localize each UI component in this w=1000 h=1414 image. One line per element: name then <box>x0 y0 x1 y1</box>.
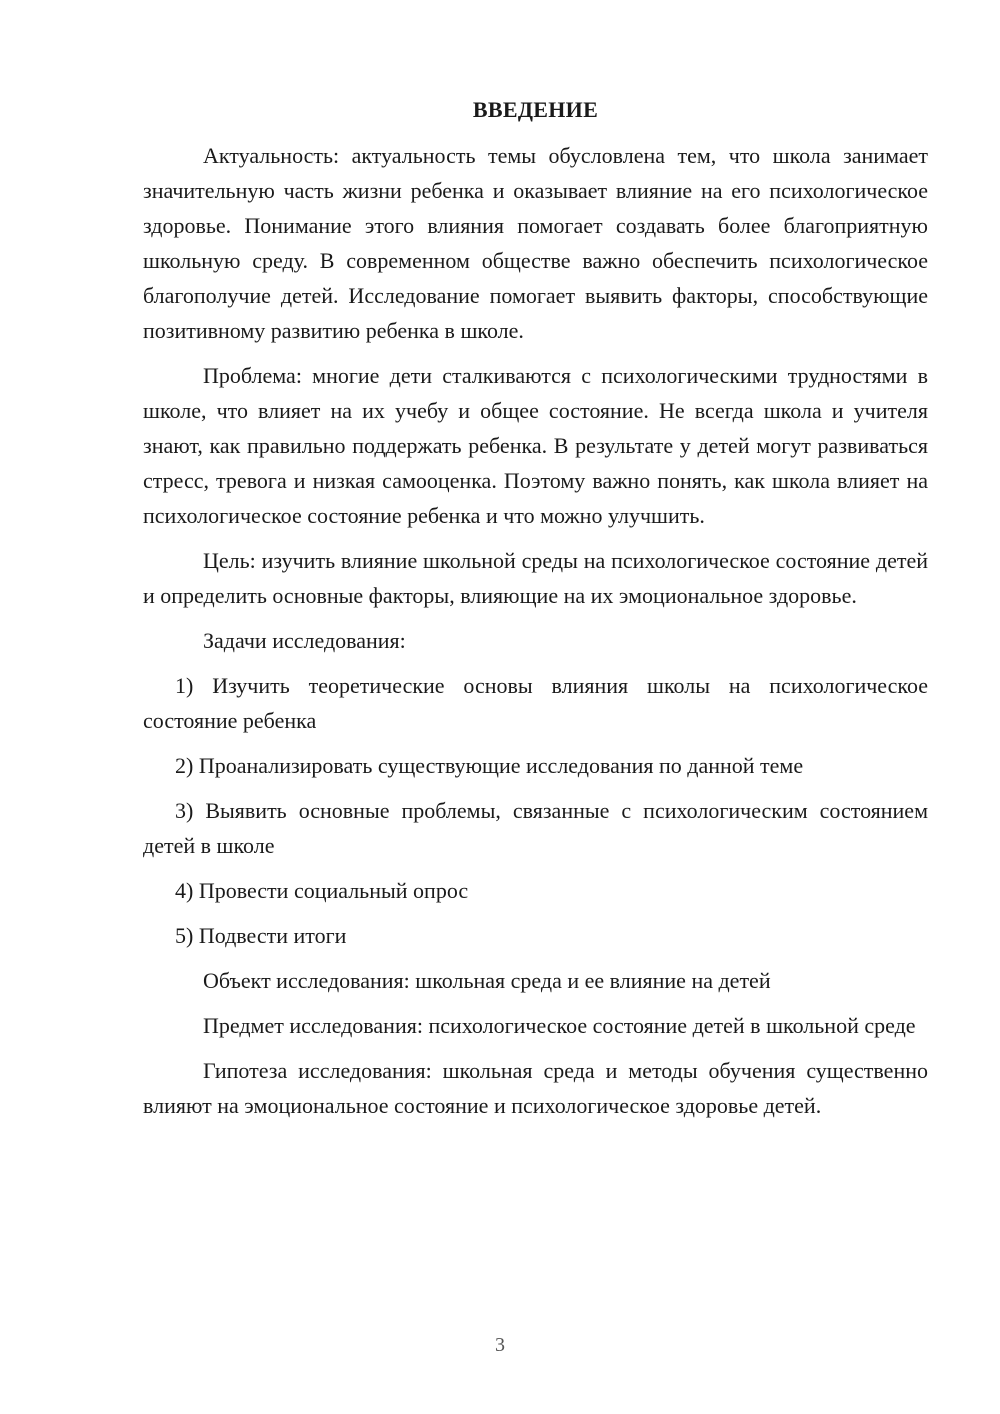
task-item: 1) Изучить теоретические основы влияния школы на психологическое состояние ребенка <box>143 673 928 733</box>
document-page <box>143 96 928 1133</box>
object-paragraph: Объект исследования: школьная среда и ее влияние на детей <box>203 968 771 993</box>
subject-paragraph: Предмет исследования: психологическое состояние детей в школьной среде <box>203 1013 916 1038</box>
tasks-title: Задачи исследования: <box>203 628 406 653</box>
hypothesis-paragraph: Гипотеза исследования: школьная среда и методы обучения существенно влияют на эмоциональное состояние и психологическое здоровье детей. <box>143 1058 928 1118</box>
page-title: ВВЕДЕНИЕ <box>472 97 599 122</box>
task-item: 5) Подвести итоги <box>175 923 347 948</box>
task-item: 4) Провести социальный опрос <box>175 878 469 903</box>
goal-paragraph: Цель: изучить влияние школьной среды на психологическое состояние детей и определить основные факторы, влияющие на их эмоциональное здоровье. <box>143 548 928 608</box>
problem-paragraph: Проблема: многие дети сталкиваются с психологическими трудностями в школе, что влияет на их учебу и общее состояние. Не всегда школа и учителя знают, как правильно поддержать ребенка. В результате у детей могут развиваться стресс, тревога и низкая самооценка. Поэтому важно понять, как школа влияет на психологическое состояние ребенка и что можно улучшить. <box>143 363 928 528</box>
task-item: 3) Выявить основные проблемы, связанные с психологическим состоянием детей в школе <box>143 798 928 858</box>
relevance-paragraph: Актуальность: актуальность темы обусловлена тем, что школа занимает значительную часть жизни ребенка и оказывает влияние на его психологическое здоровье. Понимание этого влияния помогает создавать более благоприятную школьную среду. В современном обществе важно обеспечить психологическое благополучие детей. Исследование помогает выявить факторы, способствующие позитивному развитию ребенка в школе. <box>143 143 928 343</box>
task-item: 2) Проанализировать существующие исследования по данной теме <box>175 753 804 778</box>
page-number: 3 <box>495 1334 505 1356</box>
